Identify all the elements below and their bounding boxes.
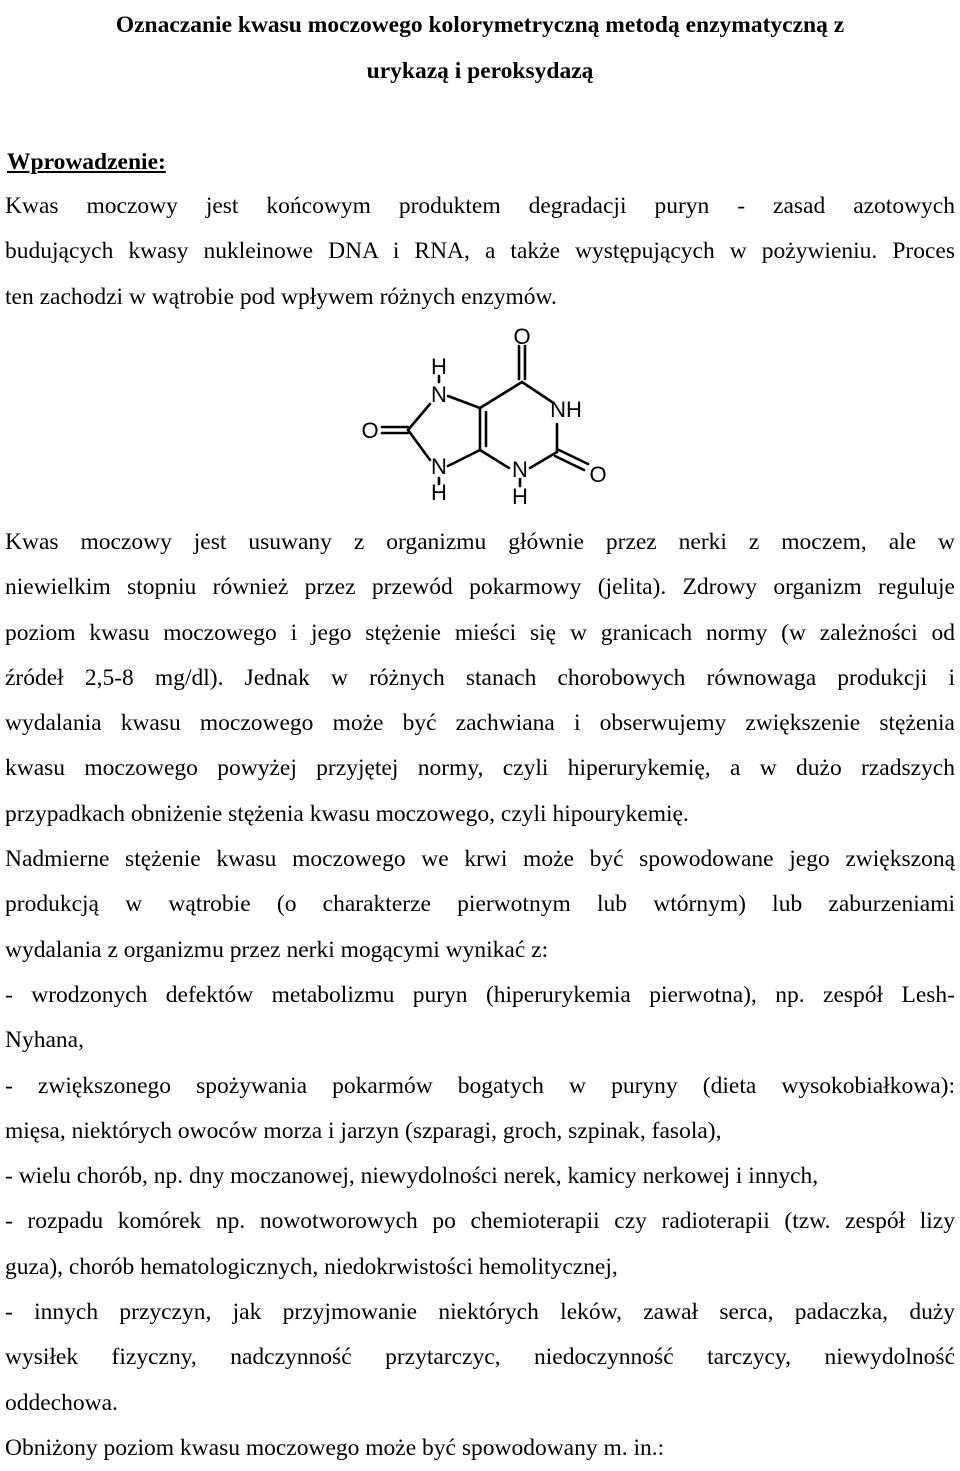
body-line: źródeł 2,5-8 mg/dl). Jednak w różnych stanach chorobowych równowaga produkcji i — [5, 664, 955, 691]
body-line: - wrodzonych defektów metabolizmu puryn (hiperurykemia pierwotna), np. zespół Lesh- — [5, 981, 955, 1008]
atom-n-top-left: N — [431, 382, 447, 407]
intro-line: ten zachodzi w wątrobie pod wpływem różnych enzymów. — [5, 283, 557, 310]
atom-n-bottom-left: N — [431, 454, 447, 479]
intro-paragraph — [5, 184, 955, 320]
bond-n9-c8 — [408, 430, 430, 460]
atom-o-top: O — [513, 324, 531, 349]
title-line-1: Oznaczanie kwasu moczowego kolorymetryczną metodą enzymatyczną z — [115, 12, 845, 38]
bond-n7-c8 — [408, 404, 430, 430]
body-paragraphs — [5, 520, 955, 1471]
bond-c4-n9 — [448, 450, 480, 466]
bond-c5-n7 — [448, 396, 480, 408]
bond-c2-n — [530, 452, 557, 468]
body-line: Obniżony poziom kwasu moczowego może być spowodowany m. in.: — [5, 1434, 665, 1461]
body-line: Nyhana, — [5, 1027, 84, 1054]
body-line: mięsa, niektórych owoców morza i jarzyn (szparagi, groch, szpinak, fasola), — [5, 1117, 722, 1144]
body-line: produkcją w wątrobie (o charakterze pierwotnym lub wtórnym) lub zaburzeniami — [5, 891, 955, 918]
body-line: kwasu moczowego powyżej przyjętej normy, czyli hiperurykemię, a w dużo rzadszych — [5, 755, 955, 782]
body-line: poziom kwasu moczowego i jego stężenie mieści się w granicach normy (w zależności od — [5, 619, 955, 646]
atom-o-left: O — [361, 418, 379, 443]
bond-n-c4 — [480, 450, 509, 468]
atom-n-bottom-mid: N — [512, 457, 528, 482]
bond-carbonyl-right-2 — [555, 456, 584, 470]
body-line: - zwiększonego spożywania pokarmów bogatych w puryny (dieta wysokobiałkowa): — [5, 1072, 955, 1099]
bond-c-ring-a — [480, 382, 522, 408]
atom-h-bottom-mid: H — [512, 484, 528, 509]
intro-line: Kwas moczowy jest końcowym produktem degradacji puryn - zasad azotowych — [5, 193, 955, 219]
atom-o-right: O — [589, 462, 607, 487]
body-line: przypadkach obniżenie stężenia kwasu moczowego, czyli hipourykemię. — [5, 800, 689, 827]
body-line: Nadmierne stężenie kwasu moczowego we krwi może być spowodowane jego zwiększoną — [5, 846, 955, 873]
body-line: niewielkim stopniu również przez przewód pokarmowy (jelita). Zdrowy organizm reguluje — [5, 574, 955, 601]
body-line: oddechowa. — [5, 1389, 118, 1416]
body-line: - rozpadu komórek np. nowotworowych po chemioterapii czy radioterapii (tzw. zespół lizy — [5, 1208, 955, 1235]
body-line: wysiłek fizyczny, nadczynność przytarczyc, niedoczynność tarczycy, niewydolność — [5, 1344, 955, 1371]
atom-nh-right: NH — [550, 397, 582, 422]
body-line: wydalania z organizmu przez nerki mogącymi wynikać z: — [5, 936, 549, 963]
body-line: wydalania kwasu moczowego może być zachwiana i obserwujemy zwiększenie stężenia — [5, 710, 955, 737]
bond-carbonyl-right — [559, 450, 588, 464]
document-title — [4, 2, 956, 94]
section-heading: Wprowadzenie: — [7, 149, 166, 175]
body-line: - wielu chorób, np. dny moczanowej, niewydolności nerek, kamicy nerkowej i innych, — [5, 1163, 819, 1190]
bond-c-nh — [522, 382, 552, 402]
atom-h-top-left: H — [431, 354, 447, 379]
body-line: - innych przyczyn, jak przyjmowanie niektórych leków, zawał serca, padaczka, duży — [5, 1299, 955, 1326]
title-line-2: urykazą i peroksydazą — [366, 58, 594, 84]
body-line: guza), chorób hematologicznych, niedokrwistości hemolitycznej, — [5, 1253, 618, 1280]
atom-h-bottom-left: H — [431, 480, 447, 505]
uric-acid-structure-diagram — [352, 324, 612, 510]
intro-line: budujących kwasy nukleinowe DNA i RNA, a także występujących w pożywieniu. Proces — [5, 238, 955, 265]
body-line: Kwas moczowy jest usuwany z organizmu głównie przez nerki z moczem, ale w — [5, 529, 955, 555]
